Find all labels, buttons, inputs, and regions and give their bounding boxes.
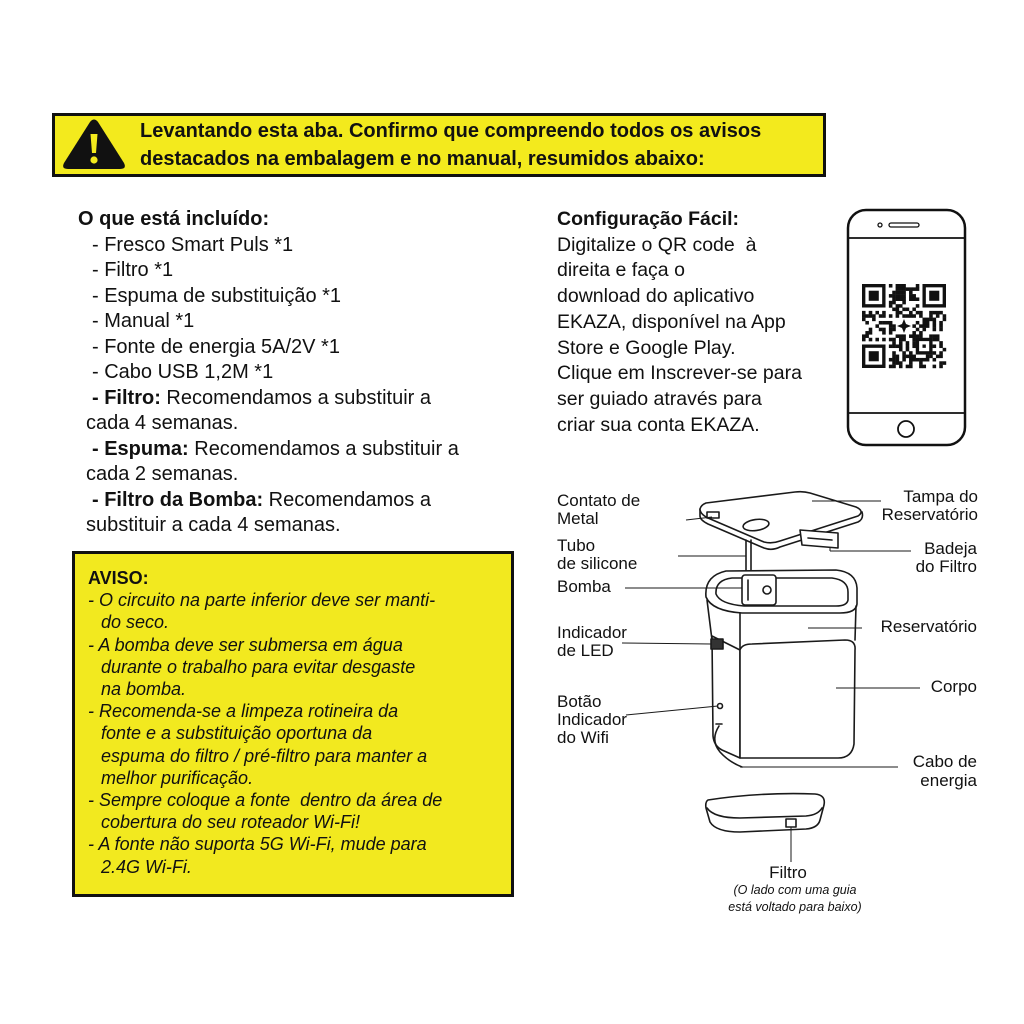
qr-module: [862, 311, 866, 315]
warning-title: AVISO:: [88, 568, 149, 588]
qr-module: [896, 297, 900, 301]
qr-module: [899, 344, 903, 348]
qr-module: [919, 365, 923, 369]
qr-module: [892, 301, 896, 305]
label-filter-tray: Badeja do Filtro: [915, 539, 977, 576]
warning-line: fonte e a substituição oportuna da: [101, 723, 373, 744]
qr-module: [896, 361, 900, 365]
qr-module: [906, 341, 910, 345]
qr-module: [919, 331, 923, 335]
qr-module: [916, 304, 920, 308]
qr-module: [902, 351, 906, 355]
qr-module: [933, 318, 937, 322]
included-item: - Fonte de energia 5A/2V *1: [92, 335, 340, 358]
banner-line-1: Levantando esta aba. Confirmo que compreendo todos os avisos: [140, 120, 762, 142]
qr-module: [902, 314, 906, 318]
qr-module: [896, 287, 900, 291]
qr-module: [902, 294, 906, 298]
qr-module: [899, 348, 903, 352]
included-item: - Fresco Smart Puls *1: [92, 233, 294, 256]
qr-module: [892, 341, 896, 345]
qr-module: [889, 358, 893, 362]
qr-module: [892, 355, 896, 359]
qr-module: [886, 321, 890, 325]
qr-module: [939, 351, 943, 355]
qr-module: [929, 311, 933, 315]
qr-module: [889, 321, 893, 325]
warning-line: - Recomenda-se a limpeza rotineira da: [88, 701, 399, 722]
setup-line: download do aplicativo: [557, 285, 755, 308]
qr-module: [899, 287, 903, 291]
qr-module: [875, 338, 879, 342]
qr-module: [892, 324, 896, 328]
qr-module: [909, 314, 913, 318]
qr-module: [862, 314, 866, 318]
qr-module: [912, 331, 916, 335]
qr-module: [939, 341, 943, 345]
qr-module: [865, 334, 869, 338]
qr-finder: [929, 291, 939, 301]
note-filter: [78, 386, 459, 412]
warning-line: melhor purificação.: [101, 767, 254, 788]
qr-module: [906, 287, 910, 291]
qr-module: [889, 301, 893, 305]
warning-line: - A fonte não suporta 5G Wi-Fi, mude para: [88, 834, 427, 855]
qr-module: [926, 358, 930, 362]
qr-module: [896, 291, 900, 295]
qr-module: [922, 328, 926, 332]
qr-module: [889, 284, 893, 288]
qr-finder: [869, 351, 879, 361]
warning-line: - Sempre coloque a fonte dentro da área de: [88, 790, 443, 811]
warning-line: cobertura do seu roteador Wi-Fi!: [101, 812, 360, 833]
qr-module: [889, 324, 893, 328]
qr-module: [909, 358, 913, 362]
qr-module: [882, 328, 886, 332]
qr-module: [906, 355, 910, 359]
setup-line: Clique em Inscrever-se para: [557, 362, 802, 385]
warning-line: do seco.: [101, 612, 170, 633]
qr-module: [939, 324, 943, 328]
qr-module: [889, 331, 893, 335]
qr-module: [912, 308, 916, 312]
qr-alignment: [922, 344, 925, 347]
qr-module: [926, 318, 930, 322]
qr-module: [943, 348, 947, 352]
qr-module: [892, 291, 896, 295]
warning-line: 2.4G Wi-Fi.: [101, 856, 192, 877]
qr-module: [865, 331, 869, 335]
qr-module: [882, 321, 886, 325]
qr-module: [929, 318, 933, 322]
qr-module: [889, 304, 893, 308]
qr-module: [882, 314, 886, 318]
qr-module: [912, 341, 916, 345]
qr-module: [939, 361, 943, 365]
qr-module: [899, 361, 903, 365]
qr-module: [909, 291, 913, 295]
qr-module: [912, 314, 916, 318]
reservoir: [706, 570, 857, 650]
qr-module: [912, 297, 916, 301]
qr-module: [902, 291, 906, 295]
body: [711, 636, 855, 758]
filter-note: (O lado com uma guia está voltado para baixo): [728, 883, 862, 914]
led-indicator: [711, 639, 723, 649]
qr-module: [892, 351, 896, 355]
qr-module: [896, 334, 900, 338]
label-led-indicator: Indicador de LED: [557, 623, 627, 660]
qr-module: [872, 314, 876, 318]
note-continuation: cada 2 semanas.: [86, 463, 239, 485]
qr-module: [882, 331, 886, 335]
qr-module: [899, 294, 903, 298]
qr-module: [902, 355, 906, 359]
qr-module: [875, 311, 879, 315]
label-wifi-button: Botão Indicador do Wifi: [557, 692, 627, 747]
qr-module: [916, 284, 920, 288]
setup-line: ser guiado através para: [557, 387, 762, 410]
qr-module: [899, 311, 903, 315]
qr-module: [875, 324, 879, 328]
qr-module: [919, 358, 923, 362]
qr-module: [909, 334, 913, 338]
qr-module: [892, 365, 896, 369]
qr-module: [926, 355, 930, 359]
qr-module: [899, 341, 903, 345]
qr-module: [909, 294, 913, 298]
qr-module: [869, 331, 873, 335]
qr-module: [936, 311, 940, 315]
qr-module: [919, 311, 923, 315]
wifi-button: [718, 704, 723, 709]
banner-line-2: destacados na embalagem e no manual, resumidos abaixo:: [140, 148, 705, 170]
qr-module: [902, 358, 906, 362]
qr-module: [889, 328, 893, 332]
qr-module: [919, 361, 923, 365]
qr-module: [869, 314, 873, 318]
qr-module: [899, 334, 903, 338]
pump: [742, 575, 776, 605]
setup-line: Digitalize o QR code à: [557, 233, 757, 256]
qr-module: [862, 334, 866, 338]
qr-module: [906, 308, 910, 312]
label-silicone-tube: Tubo de silicone: [557, 536, 638, 573]
qr-module: [912, 334, 916, 338]
qr-module: [912, 294, 916, 298]
qr-module: [926, 324, 930, 328]
warning-banner: [52, 113, 826, 177]
warning-box: [72, 551, 514, 897]
qr-module: [916, 328, 920, 332]
qr-module: [896, 344, 900, 348]
qr-module: [909, 355, 913, 359]
qr-module: [906, 344, 910, 348]
qr-module: [889, 344, 893, 348]
qr-module: [909, 311, 913, 315]
qr-module: [912, 324, 916, 328]
qr-module: [933, 351, 937, 355]
qr-module: [889, 365, 893, 369]
qr-module: [899, 365, 903, 369]
warning-line: - O circuito na parte inferior deve ser manti-: [88, 590, 436, 611]
qr-module: [912, 287, 916, 291]
qr-module: [933, 344, 937, 348]
label-reservoir-lid: Tampa do Reservatório: [881, 487, 978, 524]
qr-module: [896, 304, 900, 308]
label-body: Corpo: [930, 677, 977, 696]
filter: [706, 794, 825, 832]
label-power-cable: Cabo de energia: [912, 752, 977, 790]
qr-module: [879, 321, 883, 325]
setup-line: Store e Google Play.: [557, 336, 736, 359]
qr-module: [892, 308, 896, 312]
setup-instructions: [557, 207, 802, 438]
setup-line: direita e faça o: [557, 259, 685, 282]
qr-module: [882, 311, 886, 315]
filter-tray: [800, 530, 838, 548]
qr-module: [892, 297, 896, 301]
note-continuation: substituir a cada 4 semanas.: [86, 514, 341, 536]
qr-module: [912, 338, 916, 342]
qr-module: [936, 355, 940, 359]
qr-module: [919, 314, 923, 318]
qr-module: [933, 321, 937, 325]
qr-module: [936, 334, 940, 338]
qr-module: [892, 328, 896, 332]
note-text: Recomendamos a: [263, 488, 431, 511]
qr-module: [869, 338, 873, 342]
qr-module: [939, 344, 943, 348]
label-metal-contact: Contato de Metal: [557, 491, 641, 528]
note-text: Recomendamos a substituir a: [188, 437, 459, 460]
qr-module: [939, 311, 943, 315]
qr-module: [933, 358, 937, 362]
qr-module: [869, 311, 873, 315]
qr-module: [902, 297, 906, 301]
qr-module: [912, 344, 916, 348]
setup-line: criar sua conta EKAZA.: [557, 413, 760, 436]
qr-module: [922, 365, 926, 369]
qr-module: [933, 311, 937, 315]
qr-module: [943, 361, 947, 365]
qr-module: [896, 355, 900, 359]
qr-module: [906, 314, 910, 318]
qr-module: [892, 294, 896, 298]
qr-module: [892, 358, 896, 362]
qr-module: [882, 338, 886, 342]
label-reservoir: Reservatório: [880, 617, 977, 636]
qr-module: [899, 304, 903, 308]
included-list: [78, 207, 459, 539]
qr-module: [902, 334, 906, 338]
qr-module: [902, 308, 906, 312]
qr-module: [892, 344, 896, 348]
qr-module: [896, 294, 900, 298]
warning-line: durante o trabalho para evitar desgaste: [101, 656, 416, 677]
warning-triangle-icon: [62, 118, 126, 170]
qr-module: [943, 318, 947, 322]
included-title: O que está incluído:: [78, 208, 270, 230]
qr-module: [862, 338, 866, 342]
qr-module: [933, 324, 937, 328]
qr-module: [902, 287, 906, 291]
qr-module: [916, 321, 920, 325]
qr-finder: [869, 291, 879, 301]
qr-module: [916, 297, 920, 301]
setup-title: Configuração Fácil:: [557, 208, 740, 230]
qr-module: [929, 334, 933, 338]
qr-module: [889, 338, 893, 342]
qr-module: [939, 365, 943, 369]
qr-module: [902, 301, 906, 305]
qr-module: [872, 318, 876, 322]
qr-module: [865, 314, 869, 318]
label-pump: Bomba: [557, 577, 611, 596]
qr-module: [933, 338, 937, 342]
qr-module: [899, 338, 903, 342]
label-filter: Filtro: [769, 863, 807, 882]
note-text: Recomendamos a substituir a: [160, 386, 432, 409]
qr-module: [899, 284, 903, 288]
qr-module: [919, 324, 923, 328]
qr-module: [906, 348, 910, 352]
qr-module: [919, 334, 923, 338]
note-pump-filter: [78, 488, 459, 514]
qr-module: [933, 334, 937, 338]
qr-module: [912, 358, 916, 362]
qr-module: [916, 358, 920, 362]
qr-module: [916, 334, 920, 338]
note-label: - Filtro:: [92, 386, 161, 409]
qr-module: [936, 314, 940, 318]
setup-line: EKAZA, disponível na App: [557, 310, 786, 333]
qr-module: [916, 311, 920, 315]
qr-module: [906, 365, 910, 369]
qr-module: [936, 338, 940, 342]
qr-module: [896, 311, 900, 315]
qr-module: [912, 355, 916, 359]
qr-module: [865, 321, 869, 325]
smartphone-icon: [840, 200, 970, 452]
qr-module: [892, 338, 896, 342]
qr-module: [909, 365, 913, 369]
warning-line: espuma do filtro / pré-filtro para manter a: [101, 745, 428, 766]
qr-module: [896, 314, 900, 318]
included-item: - Manual *1: [92, 310, 195, 332]
qr-module: [902, 338, 906, 342]
qr-module: [922, 321, 926, 325]
qr-module: [926, 321, 930, 325]
qr-module: [879, 314, 883, 318]
qr-module: [943, 314, 947, 318]
included-item: - Espuma de substituição *1: [92, 284, 342, 307]
qr-module: [939, 328, 943, 332]
qr-module: [909, 297, 913, 301]
included-item: - Cabo USB 1,2M *1: [92, 361, 274, 383]
qr-module: [939, 321, 943, 325]
qr-module: [899, 291, 903, 295]
qr-module: [879, 328, 883, 332]
qr-module: [939, 355, 943, 359]
note-foam: [78, 437, 459, 463]
qr-module: [896, 284, 900, 288]
qr-module: [862, 318, 866, 322]
warning-line: na bomba.: [101, 679, 187, 700]
qr-module: [909, 287, 913, 291]
qr-module: [889, 314, 893, 318]
note-label: - Espuma:: [92, 437, 189, 460]
qr-module: [902, 284, 906, 288]
note-continuation: cada 4 semanas.: [86, 412, 239, 434]
qr-module: [922, 324, 926, 328]
qr-module: [896, 358, 900, 362]
qr-module: [869, 328, 873, 332]
qr-module: [933, 365, 937, 369]
included-item: - Filtro *1: [92, 259, 174, 281]
qr-module: [929, 314, 933, 318]
qr-module: [916, 287, 920, 291]
qr-module: [909, 351, 913, 355]
qr-module: [899, 297, 903, 301]
qr-module: [889, 294, 893, 298]
qr-module: [933, 328, 937, 332]
qr-module: [909, 361, 913, 365]
qr-module: [896, 308, 900, 312]
warning-line: - A bomba deve ser submersa em água: [88, 634, 403, 655]
qr-module: [922, 358, 926, 362]
note-label: - Filtro da Bomba:: [92, 488, 264, 511]
qr-module: [929, 355, 933, 359]
qr-module: [922, 318, 926, 322]
qr-module: [892, 361, 896, 365]
